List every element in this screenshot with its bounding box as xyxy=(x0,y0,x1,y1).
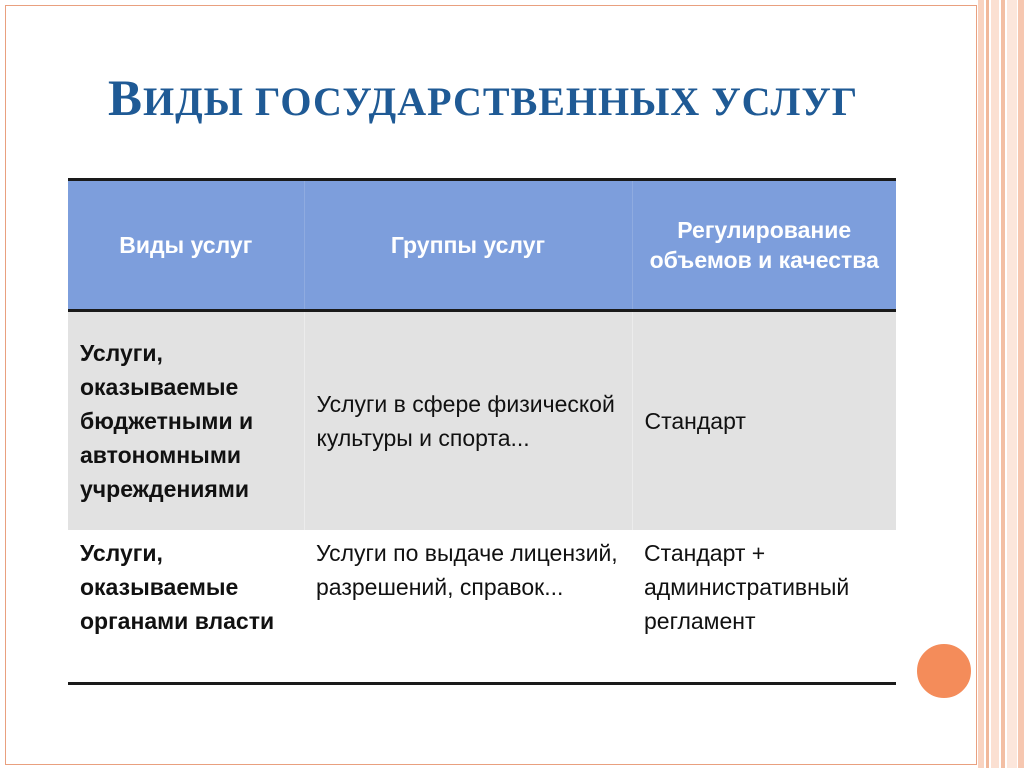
table-header-row xyxy=(68,180,896,311)
decorative-circle xyxy=(913,640,975,702)
decorative-stripe xyxy=(1007,0,1017,768)
cell-regulation: Стандарт xyxy=(632,311,896,531)
header-service-groups: Группы услуг xyxy=(304,180,632,311)
cell-service-type: Услуги, оказываемые бюджетными и автономными учреждениями xyxy=(68,311,304,531)
cell-regulation: Стандарт + административный регламент xyxy=(632,530,896,684)
table-row xyxy=(68,530,896,684)
cell-service-group: Услуги по выдаче лицензий, разрешений, справок... xyxy=(304,530,632,684)
services-table xyxy=(68,178,896,685)
decorative-stripe xyxy=(991,0,999,768)
header-service-types: Виды услуг xyxy=(68,180,304,311)
header-regulation: Регулирование объемов и качества xyxy=(632,180,896,311)
decorative-stripe xyxy=(1001,0,1005,768)
cell-service-type: Услуги, оказываемые органами власти xyxy=(68,530,304,684)
title-rest: ИДЫ ГОСУДАРСТВЕННЫХ УСЛУГ xyxy=(143,79,859,124)
cell-service-group: Услуги в сфере физической культуры и спорта... xyxy=(304,311,632,531)
table-row xyxy=(68,311,896,531)
decorative-stripe xyxy=(1018,0,1024,768)
slide-title xyxy=(108,70,988,128)
title-first-letter: В xyxy=(108,71,144,127)
